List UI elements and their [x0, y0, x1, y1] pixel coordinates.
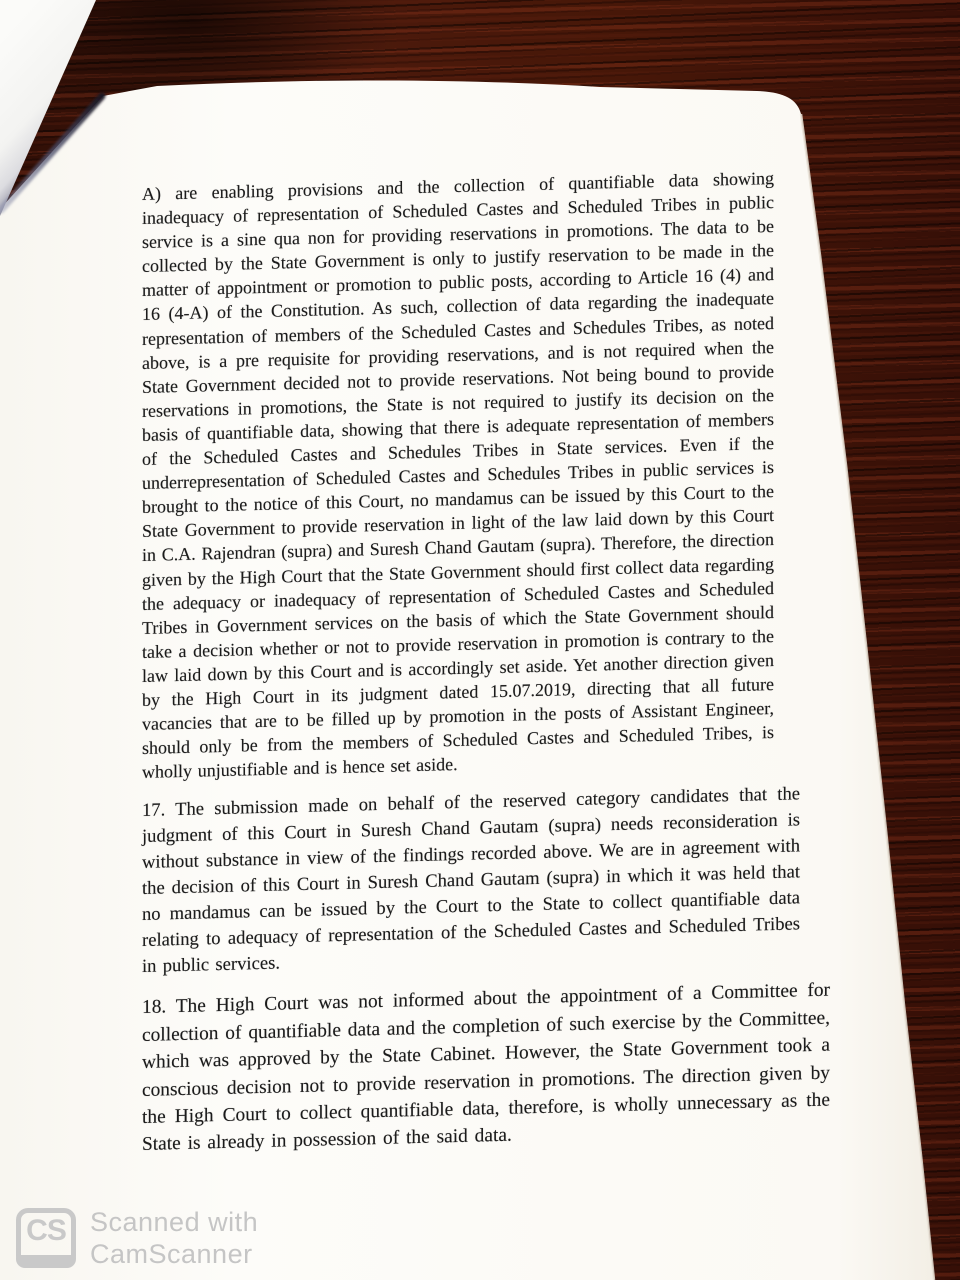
camscanner-logo-icon: [16, 1208, 76, 1268]
watermark-line-2: CamScanner: [90, 1239, 253, 1269]
watermark-text: [90, 1206, 258, 1270]
paragraph-17: 17. The submission made on behalf of the reserved category candidates that the judgment of this Court in Suresh Chand Gautam (supra) needs reconsideration is without substance in view of the findings recorded above. We are in agreement with the decision of this Court in Suresh Chand Gautam (supra) in which it was held that no mandamus can be issued by the Court to the State to collect quantifiable data relating to adequacy of representation of the Scheduled Castes and Scheduled Tribes in public services.: [142, 783, 800, 978]
camscanner-logo-letters: CS: [26, 1214, 66, 1247]
paragraph-continuation-A: A) are enabling provisions and the collection of quantifiable data showing inadequacy of representation of Scheduled Castes and Scheduled Tribes in public service is a sine qua non for providing reservations in promotions. The data to be collected by the State Government is only to justify reservation to be made in the matter of appointment or promotion to public posts, according to Article 16 (4) and 16 (4-A) of the Constitution. As such, collection of data regarding the inadequate representation of members of the Scheduled Castes and Schedules Tribes, as noted above, is a pre requisite for providing reservations, and is not required when the State Government decided not to provide reservations. Not being bound to provide reservations in promotions, the State is not required to justify its decision on the basis of quantifiable data, showing that there is adequate representation of members of the Scheduled Castes and Schedules Tribes in State services. Even if the underrepresentation of Scheduled Castes and Schedules Tribes in public services is brought to the notice of this Court, no mandamus can be issued by this Court to the State Government to provide reservation in light of the law laid down by this Court in C.A. Rajendran (supra) and Suresh Chand Gautam (supra). Therefore, the direction given by the High Court that the State Government should first collect data regarding the adequacy or inadequacy of representation of Scheduled Castes and Scheduled Tribes in Government services on the basis of which the State Government should take a decision whether or not to provide reservation in promotion is contrary to the law laid down by this Court and is accordingly set aside. Yet another direction given by the High Court in its judgment dated 15.07.2019, directing that all future vacancies that are to be filled up by promotion in the posts of Assistant Engineer, should only be from the members of Scheduled Castes and Scheduled Tribes, is wholly unjustifiable and is hence set aside.: [142, 168, 774, 783]
paragraph-18: 18. The High Court was not informed about the appointment of a Committee for collection of quantifiable data and the completion of such exercise by the Committee, which was approved by the State Cabinet. However, the State Government took a conscious decision not to provide reservation in promotions. The direction given by the High Court to collect quantifiable data, therefore, is wholly unnecessary as the State is already in possession of the said data.: [142, 979, 830, 1156]
camscanner-watermark: [16, 1206, 258, 1270]
camscanner-logo-bar: [16, 1255, 76, 1268]
document-text: [142, 164, 842, 1173]
watermark-line-1: Scanned with: [90, 1207, 259, 1237]
